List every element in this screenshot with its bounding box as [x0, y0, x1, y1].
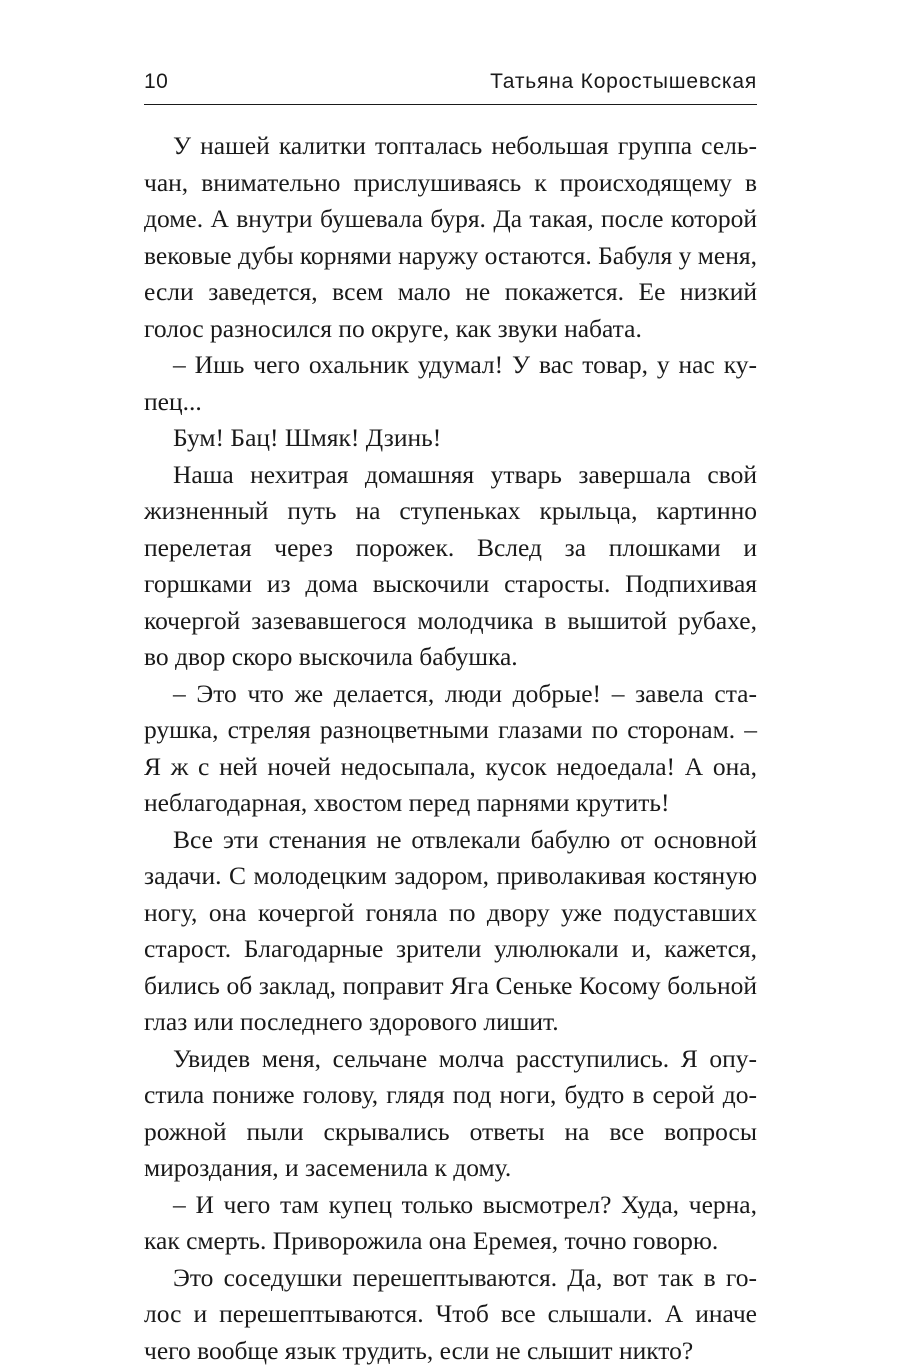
paragraph: Все эти стенания не отвлекали бабулю от основной задачи. С молодецким задором, приволакивая костяную ногу, она кочергой гоняла по двору уже подуставших старост. Благодарные зрители улюлюкали и, кажется, бились об заклад, поправит Яга Сеньке Косому больной глаз или последнего здорового лишит.	[144, 822, 757, 1041]
header-author: Татьяна Коростышевская	[490, 70, 757, 94]
paragraph: У нашей калитки топталась небольшая группа сельчан, внимательно прислушиваясь к происходящему в доме. А внутри бушевала буря. Да такая, после которой вековые дубы корнями наружу остаются. Бабуля у меня, если заведется, всем мало не покажется. Ее низкий голос разносился по округе, как звуки набата.	[144, 128, 757, 347]
paragraph: Наша нехитрая домашняя утварь завершала свой жизненный путь на ступеньках крыльца, картинно перелетая через порожек. Вслед за плошками и горшками из дома выскочили старосты. Подпихивая кочергой зазевавшегося молодчика в вышитой рубахе, во двор скоро выскочила бабушка.	[144, 457, 757, 676]
paragraph: Бум! Бац! Шмяк! Дзинь!	[144, 420, 757, 457]
page-number: 10	[144, 70, 168, 94]
paragraph: – И чего там купец только высмотрел? Худа, черна, как смерть. Приворожила она Еремея, точно говорю.	[144, 1187, 757, 1260]
body-text	[144, 128, 757, 1369]
paragraph: Увидев меня, сельчане молча расступились. Я опустила пониже голову, глядя под ноги, будто в серой дорожной пыли скрывались ответы на все вопросы мироздания, и засеменила к дому.	[144, 1041, 757, 1187]
paragraph: – Это что же делается, люди добрые! – завела старушка, стреляя разноцветными глазами по сторонам. – Я ж с ней ночей недосыпала, кусок недоедала! А она, неблагодарная, хвостом перед парнями крутить!	[144, 676, 757, 822]
paragraph: Это соседушки перешептываются. Да, вот так в голос и перешептываются. Чтоб все слышали. А иначе чего вообще язык трудить, если не слышит никто?	[144, 1260, 757, 1369]
paragraph: – Ишь чего охальник удумал! У вас товар, у нас купец...	[144, 347, 757, 420]
running-header	[144, 64, 757, 105]
